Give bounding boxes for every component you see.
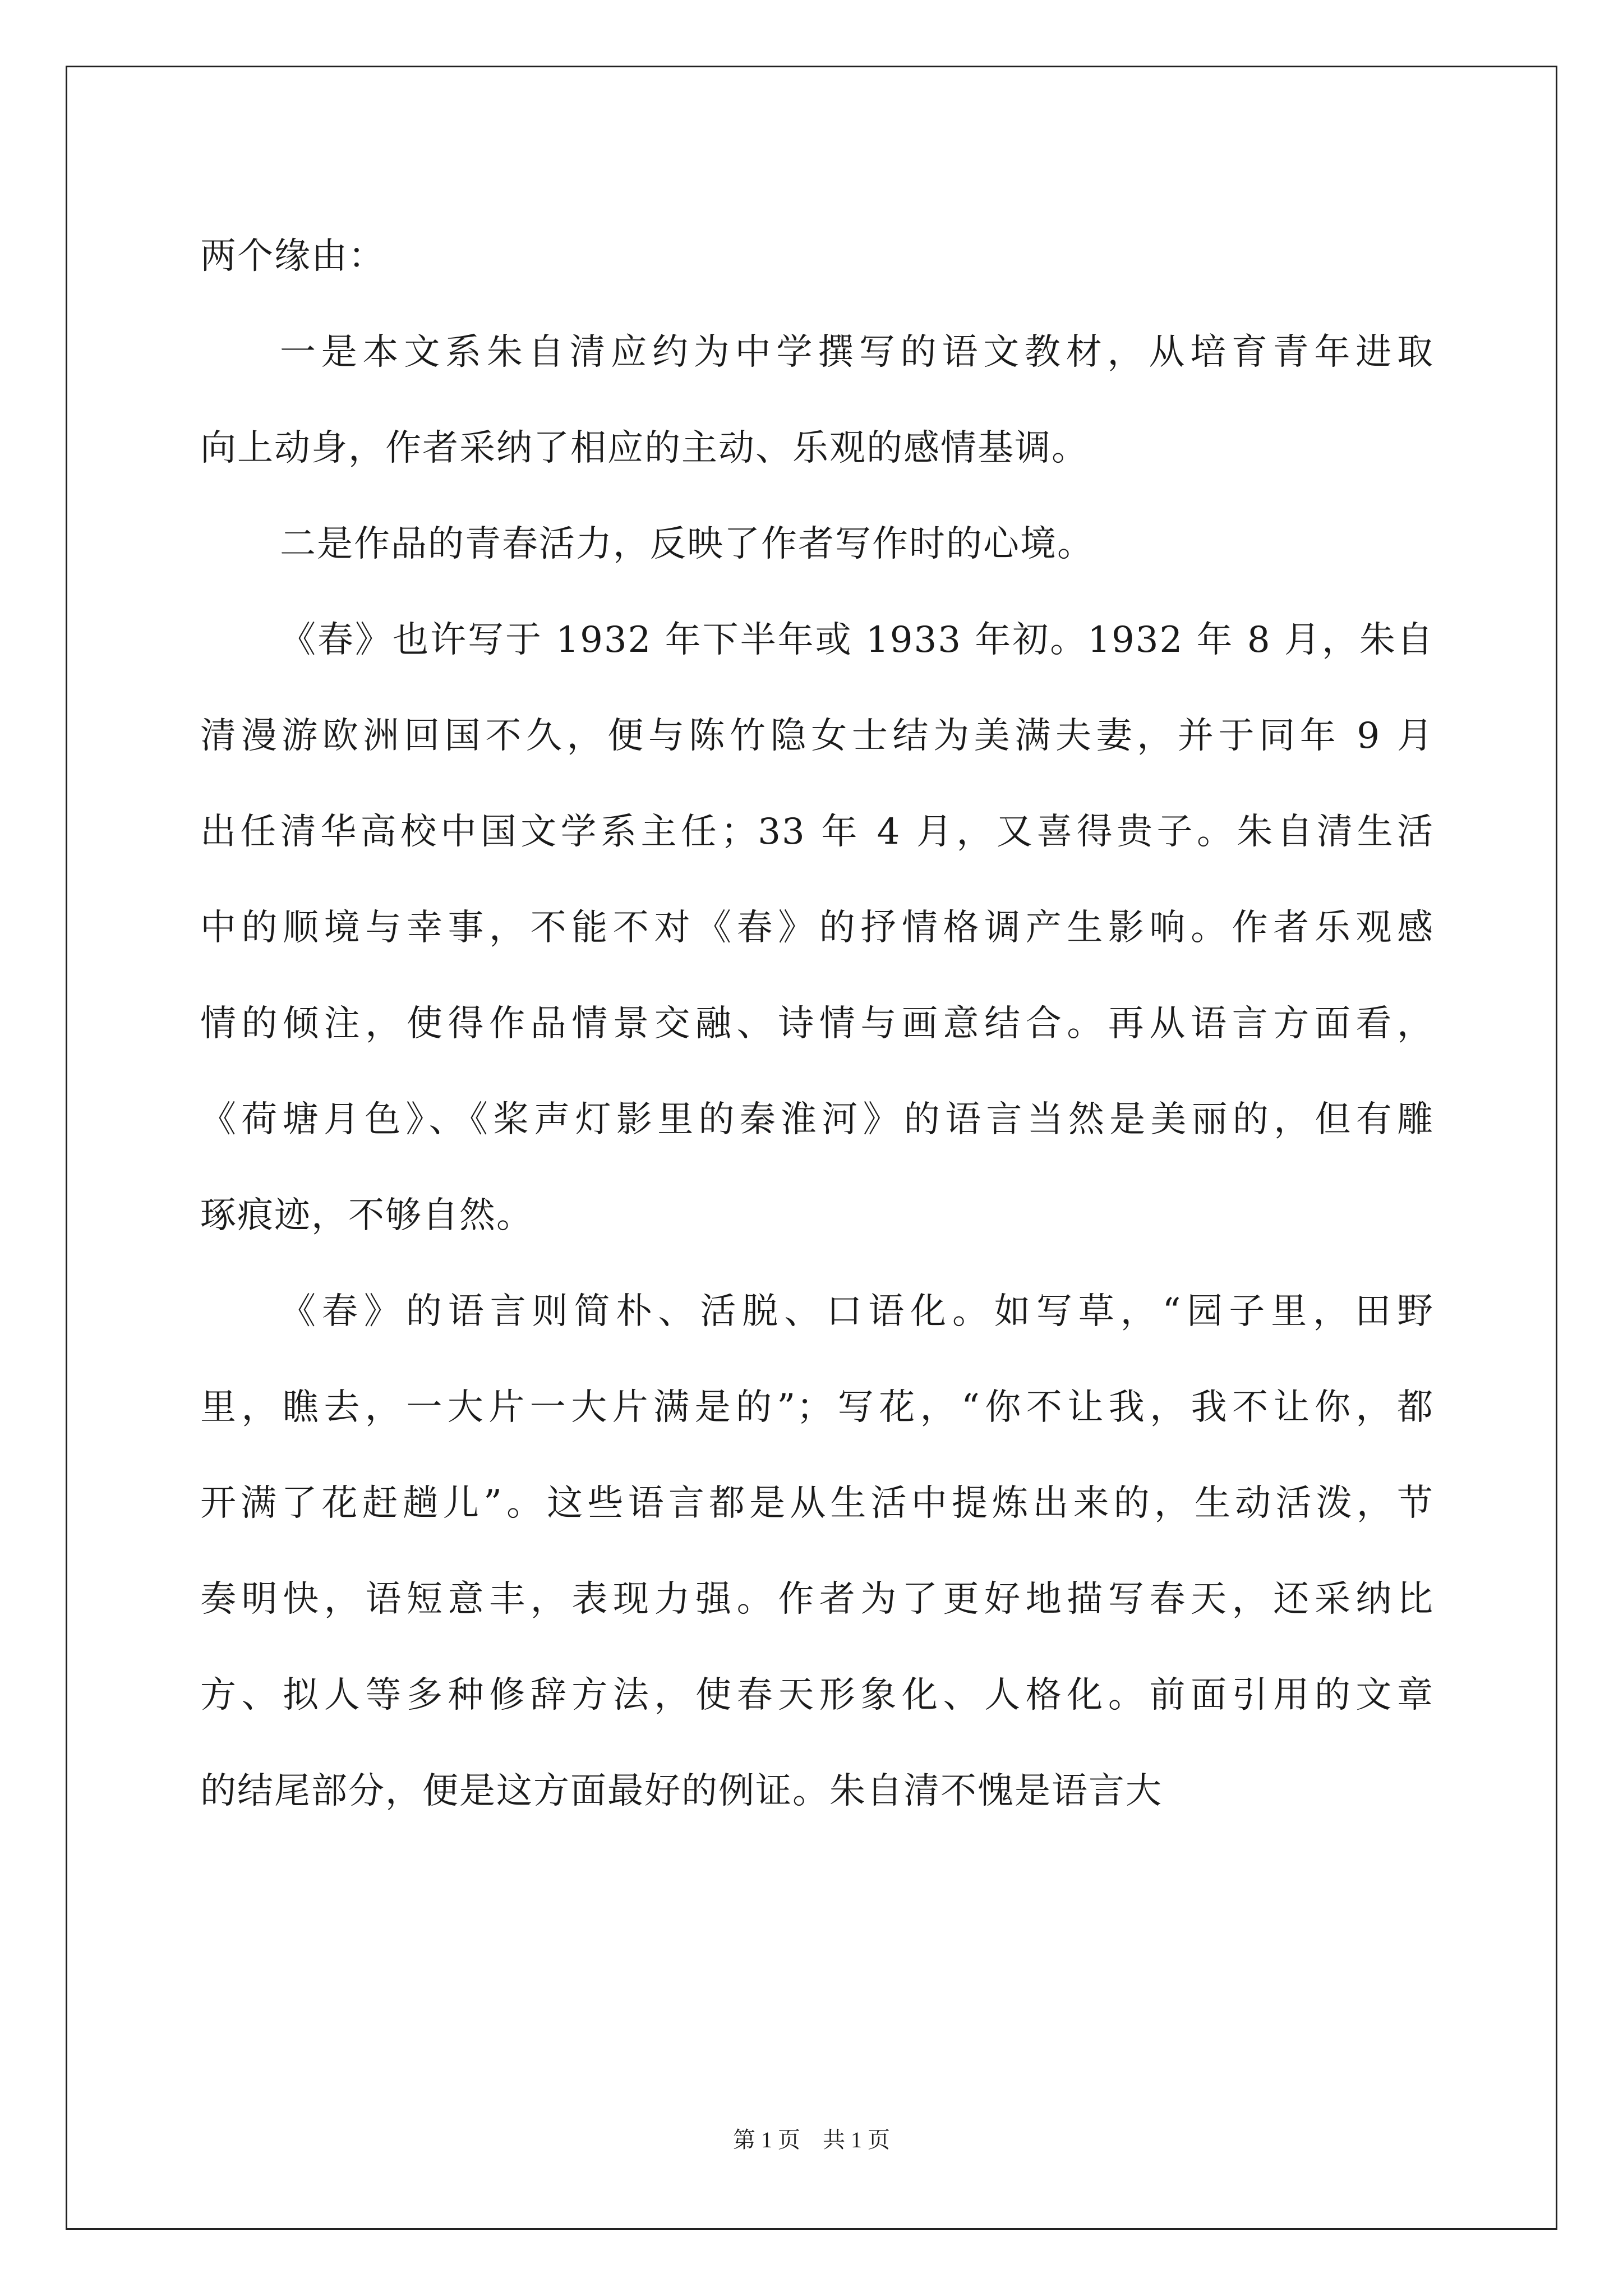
text-line: 清漫游欧洲回国不久，便与陈竹隐女士结为美满夫妻，并于同年 9 月: [200, 715, 1434, 757]
text-line: 中的顺境与幸事，不能不对《春》的抒情格调产生影响。作者乐观感: [200, 907, 1434, 949]
text-line: 开满了花赶趟儿”。这些语言都是从生活中提炼出来的，生动活泼，节: [200, 1483, 1434, 1524]
text-line: 《春》也许写于 1932 年下半年或 1933 年初。1932 年 8 月，朱自: [280, 619, 1434, 661]
text-line: 情的倾注，使得作品情景交融、诗情与画意结合。再从语言方面看，: [200, 1003, 1434, 1045]
text-line: 出任清华高校中国文学系主任；33 年 4 月，又喜得贵子。朱自清生活: [200, 811, 1434, 853]
text-line: 的结尾部分，便是这方面最好的例证。朱自清不愧是语言大: [200, 1770, 1163, 1812]
text-line: 《荷塘月色》、《桨声灯影里的秦淮河》的语言当然是美丽的，但有雕: [200, 1099, 1434, 1140]
text-line: 琢痕迹，不够自然。: [200, 1195, 533, 1236]
text-line: 奏明快，语短意丰，表现力强。作者为了更好地描写春天，还采纳比: [200, 1579, 1434, 1620]
page-footer: 第 1 页 共 1 页: [733, 2127, 890, 2152]
text-line: 方、拟人等多种修辞方法，使春天形象化、人格化。前面引用的文章: [200, 1674, 1434, 1716]
text-line: 一是本文系朱自清应约为中学撰写的语文教材，从培育青年进取: [280, 332, 1434, 373]
text-line: 里，瞧去，一大片一大片满是的”；写花，“你不让我，我不让你，都: [200, 1387, 1434, 1428]
text-line: 向上动身，作者采纳了相应的主动、乐观的感情基调。: [200, 427, 1089, 469]
text-line: 二是作品的青春活力，反映了作者写作时的心境。: [280, 523, 1094, 565]
text-line: 两个缘由：: [200, 236, 385, 277]
body-text: [200, 209, 1434, 1839]
text-line: 《春》的语言则简朴、活脱、口语化。如写草，“园子里，田野: [280, 1291, 1434, 1332]
